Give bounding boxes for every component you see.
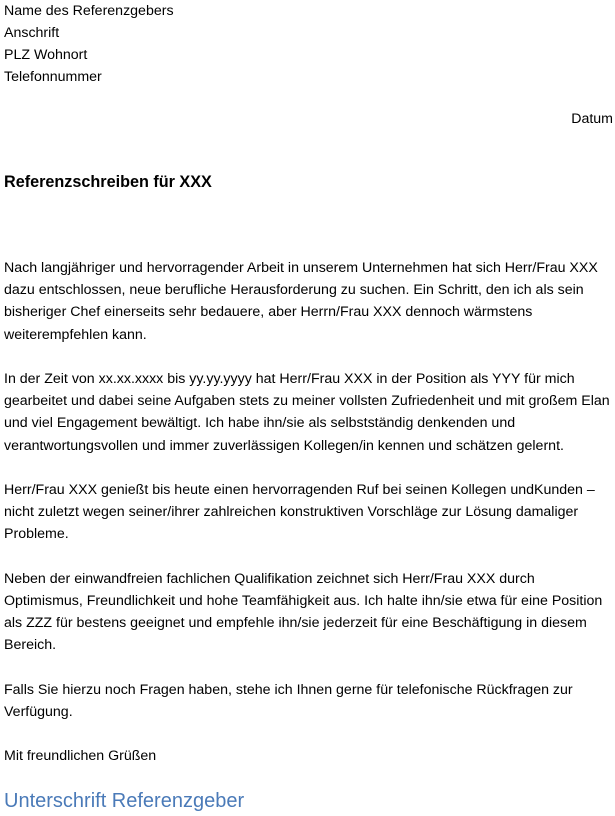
sender-address: Anschrift	[4, 25, 60, 41]
signature-line: Unterschrift Referenzgeber	[4, 790, 245, 812]
paragraph: Nach langjähriger und hervorragender Arbeit in unserem Unternehmen hat sich Herr/Frau XXX dazu entschlossen, neue berufliche Herausforderung zu suchen. Ein Schritt, den ich als sein bisheriger Chef einerseits sehr bedauere, aber Herrn/Frau XXX dennoch wärmstens weiterempfehlen kann.	[4, 260, 598, 343]
letter-date: Datum	[571, 111, 613, 127]
paragraph: Neben der einwandfreien fachlichen Qualifikation zeichnet sich Herr/Frau XXX durch Optimismus, Freundlichkeit und hohe Teamfähigkeit aus. Ich halte ihn/sie etwa für eine Position als ZZZ für bestens geeignet und empfehle ihn/sie jederzeit für eine Beschäftigung in diesem Bereich.	[4, 570, 603, 654]
letter-closing: Mit freundlichen Grüßen	[4, 748, 157, 765]
paragraph: Herr/Frau XXX genießt bis heute einen hervorragenden Ruf bei seinen Kollegen undKunden – nicht zuletzt wegen seiner/ihrer zahlreichen konstruktiven Vorschläge zur Lösung damaliger Probleme.	[4, 482, 595, 543]
letter-subject: Referenzschreiben für XXX	[4, 173, 212, 191]
sender-name: Name des Referenzgebers	[4, 3, 174, 19]
paragraph: In der Zeit von xx.xx.xxxx bis yy.yy.yyyy hat Herr/Frau XXX in der Position als YYY für mich gearbeitet und dabei seine Aufgaben stets zu meiner vollsten Zufriedenheit und mit großem Elan und viel Engagement bewältigt. Ich habe ihn/sie als selbstständig denkenden und verantwortungsvollen und immer zuverlässigen Kollegen/in kennen und schätzen gelernt.	[4, 371, 610, 454]
sender-phone: Telefonnummer	[4, 69, 102, 85]
letter-body	[4, 257, 615, 790]
paragraph: Falls Sie hierzu noch Fragen haben, stehe ich Ihnen gerne für telefonische Rückfragen zur Verfügung.	[4, 681, 573, 720]
sender-city: PLZ Wohnort	[4, 47, 88, 63]
sender-block	[4, 0, 174, 88]
